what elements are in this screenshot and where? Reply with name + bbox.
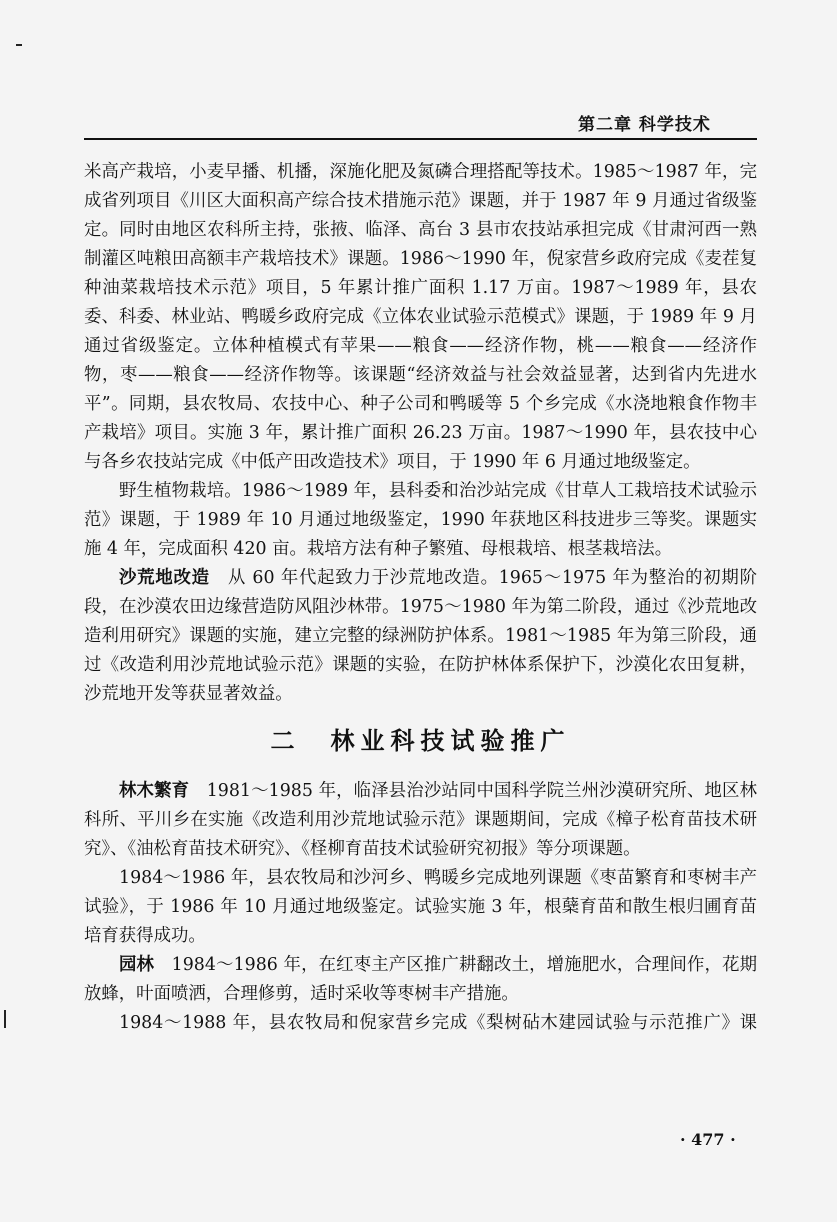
paragraph-wild-plants: [84, 477, 757, 564]
paragraph-forest-breeding: [84, 777, 757, 864]
header-rule: [84, 138, 757, 140]
paragraph-lead: 园林: [119, 955, 155, 975]
paragraph-text: 1984～1986 年，县农牧局和沙河乡、鸭暖乡完成地列课题《枣苗繁育和枣树丰产试验》，于 1986 年 10 月通过地级鉴定。试验实施 3 年，根蘖育苗和散生根归圃育苗培育获得成功。: [84, 868, 757, 946]
page-number: · 477 ·: [680, 1130, 736, 1149]
paragraph-sand-land: [84, 564, 757, 709]
scan-edge-mark-left: [4, 1010, 6, 1028]
paragraph-text: 1984～1988 年，县农牧局和倪家营乡完成《梨树砧木建园试验与示范推广》课: [119, 1013, 757, 1033]
paragraph-agriculture-continued: [84, 158, 757, 477]
paragraph-text: 野生植物栽培。1986～1989 年，县科委和治沙站完成《甘草人工栽培技术试验示范》课题，于 1989 年 10 月通过地级鉴定，1990 年获地区科技进步三等奖。课题实施 4 年，完成面积 420 亩。栽培方法有种子繁殖、母根栽培、根茎栽培法。: [84, 481, 757, 559]
paragraph-text: 从 60 年代起致力于沙荒地改造。1965～1975 年为整治的初期阶段，在沙漠农田边缘营造防风阻沙林带。1975～1980 年为第二阶段，通过《沙荒地改造利用研究》课题的实施，建立完整的绿洲防护体系。1981～1985 年为第三阶段，通过《改造利用沙荒地试验示范》课题的实验，在防护林体系保护下，沙漠化农田复耕，沙荒地开发等获显著效益。: [84, 568, 757, 704]
paragraph-text: 1984～1986 年，在红枣主产区推广耕翻改土，增施肥水，合理间作，花期放蜂，叶面喷洒，合理修剪，适时采收等枣树丰产措施。: [84, 955, 757, 1004]
chapter-header: 第二章 科学技术: [578, 115, 711, 135]
paragraph-text: 米高产栽培，小麦早播、机播，深施化肥及氮磷合理搭配等技术。1985～1987 年，完成省列项目《川区大面积高产综合技术措施示范》课题，并于 1987 年 9 月通过省级鉴定。同时由地区农科所主持，张掖、临泽、高台 3 县市农技站承担完成《甘肃河西一熟制灌区吨粮田高额丰产栽培技术》课题。1986～1990 年，倪家营乡政府完成《麦茬复种油菜栽培技术示范》项目，5 年累计推广面积 1.17 万亩。1987～1989 年，县农委、科委、林业站、鸭暖乡政府完成《立体农业试验示范模式》课题，于 1989 年 9 月通过省级鉴定。立体种植模式有苹果——粮食——经济作物，桃——粮食——经济作物，枣——粮食——经济作物等。该课题“经济效益与社会效益显著，达到省内先进水平”。同期，县农牧局、农技中心、种子公司和鸭暖等 5 个乡完成《水浇地粮食作物丰产栽培》项目。实施 3 年，累计推广面积 26.23 万亩。1987～1990 年，县农技中心与各乡农技站完成《中低产田改造技术》项目，于 1990 年 6 月通过地级鉴定。: [84, 162, 757, 472]
paragraph-orchard: [84, 951, 757, 1009]
paragraph-text: 1981～1985 年，临泽县治沙站同中国科学院兰州沙漠研究所、地区林科所、平川乡在实施《改造利用沙荒地试验示范》课题期间，完成《樟子松育苗技术研究》、《油松育苗技术研究》、《柽柳育苗技术试验研究初报》等分项课题。: [84, 781, 757, 859]
paragraph-jujube: [84, 864, 757, 951]
paragraph-lead: 林木繁育: [119, 781, 190, 801]
scan-edge-mark-top: [16, 44, 22, 46]
paragraph-pear: [84, 1009, 757, 1038]
paragraph-lead: 沙荒地改造: [119, 568, 210, 588]
page-body: [84, 158, 757, 1038]
section-title: 二 林业科技试验推广: [270, 727, 571, 755]
